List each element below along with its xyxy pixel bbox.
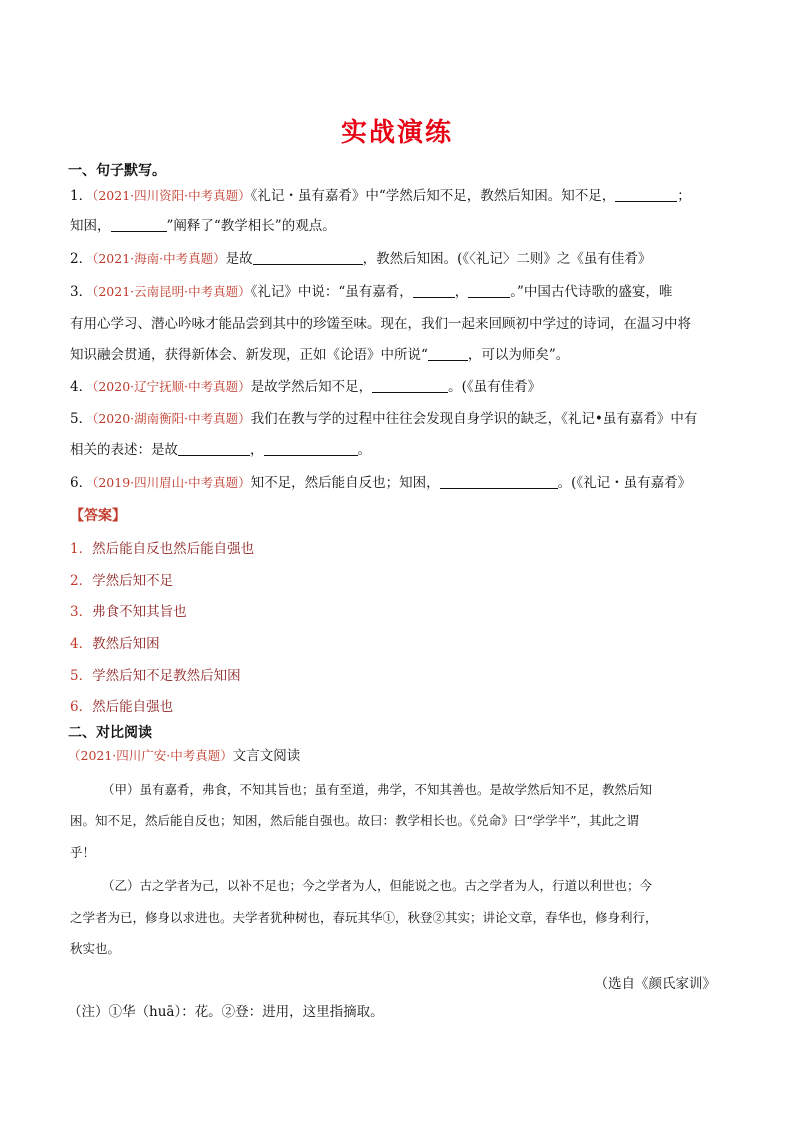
question-5 bbox=[70, 409, 730, 429]
question-text: 《礼记》中说：“虽有嘉肴， bbox=[250, 284, 413, 300]
answer-number: 3． bbox=[70, 604, 93, 620]
answer-heading: 【答案】 bbox=[70, 508, 126, 524]
question-text: ， bbox=[454, 284, 469, 300]
answer-text: 然后能自强也 bbox=[92, 699, 174, 715]
question-source: （2021·云南昆明·中考真题） bbox=[92, 284, 251, 299]
answer-item bbox=[70, 664, 241, 684]
answer-number: 6． bbox=[70, 699, 93, 715]
question-1-line-2 bbox=[70, 216, 730, 236]
question-text: 。(《虽有佳肴》 bbox=[448, 379, 542, 395]
question-source: （2021·四川广安·中考真题） bbox=[68, 748, 233, 763]
question-text: 知困， bbox=[70, 218, 111, 234]
section-heading-dictation: 一、句子默写。 bbox=[68, 163, 166, 179]
question-text: ，可以为师矣”。 bbox=[467, 347, 570, 363]
answer-blank[interactable] bbox=[178, 441, 250, 456]
answer-text: 学然后知不足教然后知困 bbox=[92, 668, 241, 684]
answer-item bbox=[70, 537, 254, 557]
question-text: 相关的表述：是故 bbox=[70, 442, 178, 458]
answer-item bbox=[70, 600, 187, 620]
passage-jia-line-2: 困。知不足，然后能自反也；知困，然后能自强也。故曰：教学相长也。《兑命》曰“学学半”，其此之谓 bbox=[70, 813, 640, 828]
question-text: 。(《礼记・虽有嘉肴》 bbox=[557, 475, 692, 491]
question-text: ，教然后知困。(《〈礼记〉二则》之《虽有佳肴》 bbox=[362, 251, 652, 267]
question-3-line-2: 有用心学习、潜心吟咏才能品尝到其中的珍馐至味。现在，我们一起来回顾初中学过的诗词，在温习中将 bbox=[70, 316, 691, 332]
passage-yi-line-3: 秋实也。 bbox=[70, 941, 121, 956]
answer-blank[interactable] bbox=[111, 217, 167, 232]
question-text: 是故学然后知不足， bbox=[250, 379, 373, 395]
question-source: （2020·辽宁抚顺·中考真题） bbox=[92, 379, 251, 394]
answer-blank[interactable] bbox=[253, 250, 363, 265]
question-5-line-2 bbox=[70, 440, 730, 460]
question-number: 3． bbox=[70, 284, 93, 300]
question-text: ； bbox=[677, 188, 691, 204]
answer-blank[interactable] bbox=[468, 283, 510, 298]
question-text: ， bbox=[250, 442, 264, 458]
answer-text: 教然后知困 bbox=[92, 636, 160, 652]
page-title: 实战演练 bbox=[340, 118, 453, 148]
passage-jia-line-1: （甲）虽有嘉肴，弗食，不知其旨也；虽有至道，弗学，不知其善也。是故学然后知不足，教然后知 bbox=[102, 782, 653, 797]
answer-text: 然后能自反也然后能自强也 bbox=[92, 541, 255, 557]
passage-yi-line-1: （乙）古之学者为己，以补不足也；今之学者为人，但能说之也。古之学者为人，行道以利世也；今 bbox=[102, 878, 653, 893]
answer-text: 弗食不知其旨也 bbox=[92, 604, 187, 620]
question-1 bbox=[70, 186, 730, 206]
question-text: 《礼记・虽有嘉肴》中“学然后知不足，教然后知困。知不足， bbox=[250, 188, 616, 204]
passage-source: （选自《颜氏家训》 bbox=[594, 976, 716, 992]
question-text: 我们在教与学的过程中往往会发现自身学识的缺乏，《礼记•虽有嘉肴》中有 bbox=[250, 411, 698, 427]
question-6 bbox=[70, 473, 730, 493]
answer-blank[interactable] bbox=[615, 187, 677, 202]
section-heading-reading: 二、对比阅读 bbox=[68, 725, 152, 741]
question-number: 4． bbox=[70, 379, 93, 395]
question-source: （2019·四川眉山·中考真题） bbox=[92, 475, 251, 490]
answer-item bbox=[70, 569, 173, 589]
reading-type: 文言文阅读 bbox=[232, 748, 301, 764]
question-text: 是故 bbox=[225, 251, 253, 267]
answer-item bbox=[70, 632, 160, 652]
question-2 bbox=[70, 249, 730, 269]
question-number: 6． bbox=[70, 475, 93, 491]
answer-blank[interactable] bbox=[413, 283, 455, 298]
passage-jia-line-3: 乎！ bbox=[70, 845, 96, 860]
answer-blank[interactable] bbox=[440, 474, 558, 489]
question-source: （2020·湖南衡阳·中考真题） bbox=[92, 411, 251, 426]
question-text: 知不足，然后能自反也；知困， bbox=[250, 475, 440, 491]
question-source: （2021·四川资阳·中考真题） bbox=[92, 188, 251, 203]
question-number: 5． bbox=[70, 411, 93, 427]
answer-blank[interactable] bbox=[372, 378, 448, 393]
answer-blank[interactable] bbox=[428, 346, 468, 361]
answer-item bbox=[70, 695, 173, 715]
question-3 bbox=[70, 282, 730, 302]
answer-number: 5． bbox=[70, 668, 93, 684]
question-text: 知识融会贯通，获得新体会、新发现，正如《论语》中所说“ bbox=[70, 347, 428, 363]
answer-number: 4． bbox=[70, 636, 93, 652]
reading-source-line bbox=[68, 746, 728, 766]
question-source: （2021·海南·中考真题） bbox=[92, 251, 226, 266]
question-number: 1． bbox=[70, 188, 93, 204]
answer-number: 2． bbox=[70, 573, 93, 589]
question-text: 。”中国古代诗歌的盛宴，唯 bbox=[510, 284, 673, 300]
question-text: 。 bbox=[357, 442, 371, 458]
answer-blank[interactable] bbox=[264, 441, 358, 456]
question-text: ”阐释了“教学相长”的观点。 bbox=[166, 218, 336, 234]
question-number: 2． bbox=[70, 251, 93, 267]
question-4 bbox=[70, 377, 730, 397]
annotation-note: （注）①华（huā）：花。②登：进用，这里指摘取。 bbox=[68, 1004, 384, 1020]
answer-number: 1． bbox=[70, 541, 93, 557]
question-3-line-3 bbox=[70, 345, 730, 365]
answer-text: 学然后知不足 bbox=[92, 573, 174, 589]
passage-yi-line-2: 之学者为已，修身以求进也。夫学者犹种树也，春玩其华①，秋登②其实；讲论文章，春华也，修身利行， bbox=[70, 910, 658, 925]
